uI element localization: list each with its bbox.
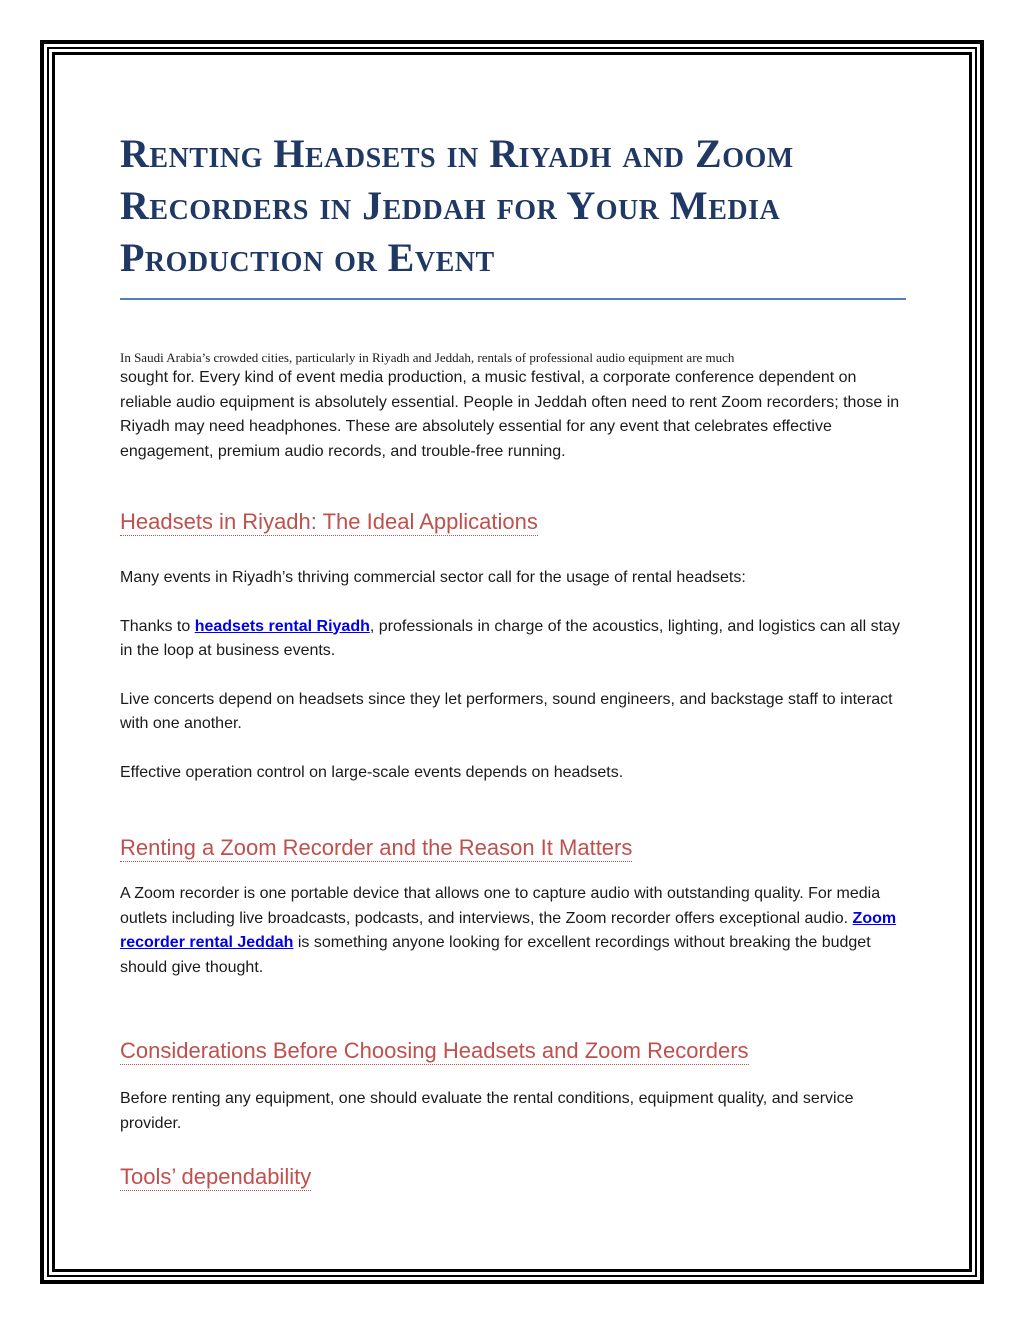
headsets-paragraph-1: Many events in Riyadh’s thriving commercial sector call for the usage of rental headsets: — [120, 569, 746, 586]
section-heading-considerations: Considerations Before Choosing Headsets and Zoom Recorders — [120, 1038, 749, 1063]
zoom-recorder-paragraph — [120, 882, 906, 980]
intro-lead-line: In Saudi Arabia’s crowded cities, particularly in Riyadh and Jeddah, rentals of professional audio equipment are much — [120, 350, 735, 365]
section-headsets — [120, 509, 906, 536]
document-body — [120, 120, 906, 1191]
headsets-paragraph-3: Live concerts depend on headsets since they let performers, sound engineers, and backstage staff to interact with one another. — [120, 690, 893, 732]
section-heading-headsets: Headsets in Riyadh: The Ideal Applications — [120, 509, 538, 534]
headsets-rental-riyadh-link[interactable]: headsets rental Riyadh — [194, 617, 370, 635]
zoom-recorder-paragraph-start: A Zoom recorder is one portable device that allows one to capture audio with outstanding quality. For media outlets including live broadcasts, podcasts, and interviews, the Zoom recorder offers exceptional audio. — [120, 885, 881, 927]
zoom-recorder-paragraph-end: is something anyone looking for excellent recordings without breaking the budget should give thought. — [120, 934, 871, 976]
section-heading-zoom-recorder: Renting a Zoom Recorder and the Reason It Matters — [120, 835, 633, 860]
section-heading-tools-dependability: Tools’ dependability — [120, 1164, 312, 1189]
intro-paragraph: sought for. Every kind of event media production, a music festival, a corporate conference dependent on reliable audio equipment is absolutely essential. People in Jeddah often need to rent Zoom recorders; those in Riyadh may need headphones. These are absolutely essential for any event that celebrates effective engagement, premium audio records, and trouble-free running. — [120, 369, 900, 460]
headsets-paragraph-2-start: Thanks to — [120, 617, 195, 635]
zoom-recorder-rental-jeddah-link[interactable]: Zoom recorder rental Jeddah — [120, 909, 897, 951]
section-tools-dependability — [120, 1164, 906, 1191]
headsets-paragraph-2-end: , professionals in charge of the acoustics, lighting, and logistics can all stay in the loop at business events. — [120, 617, 900, 659]
considerations-paragraph: Before renting any equipment, one should evaluate the rental conditions, equipment quality, and service provider. — [120, 1090, 854, 1132]
section-zoom-recorder — [120, 835, 906, 862]
title-underline-rule — [120, 298, 906, 300]
headsets-paragraph-2 — [120, 615, 906, 664]
section-considerations — [120, 1038, 906, 1065]
document-title: Renting Headsets in Riyadh and Zoom Recorders in Jeddah for Your Media Production or Event — [120, 131, 794, 280]
headsets-paragraph-4: Effective operation control on large-scale events depends on headsets. — [120, 763, 624, 781]
